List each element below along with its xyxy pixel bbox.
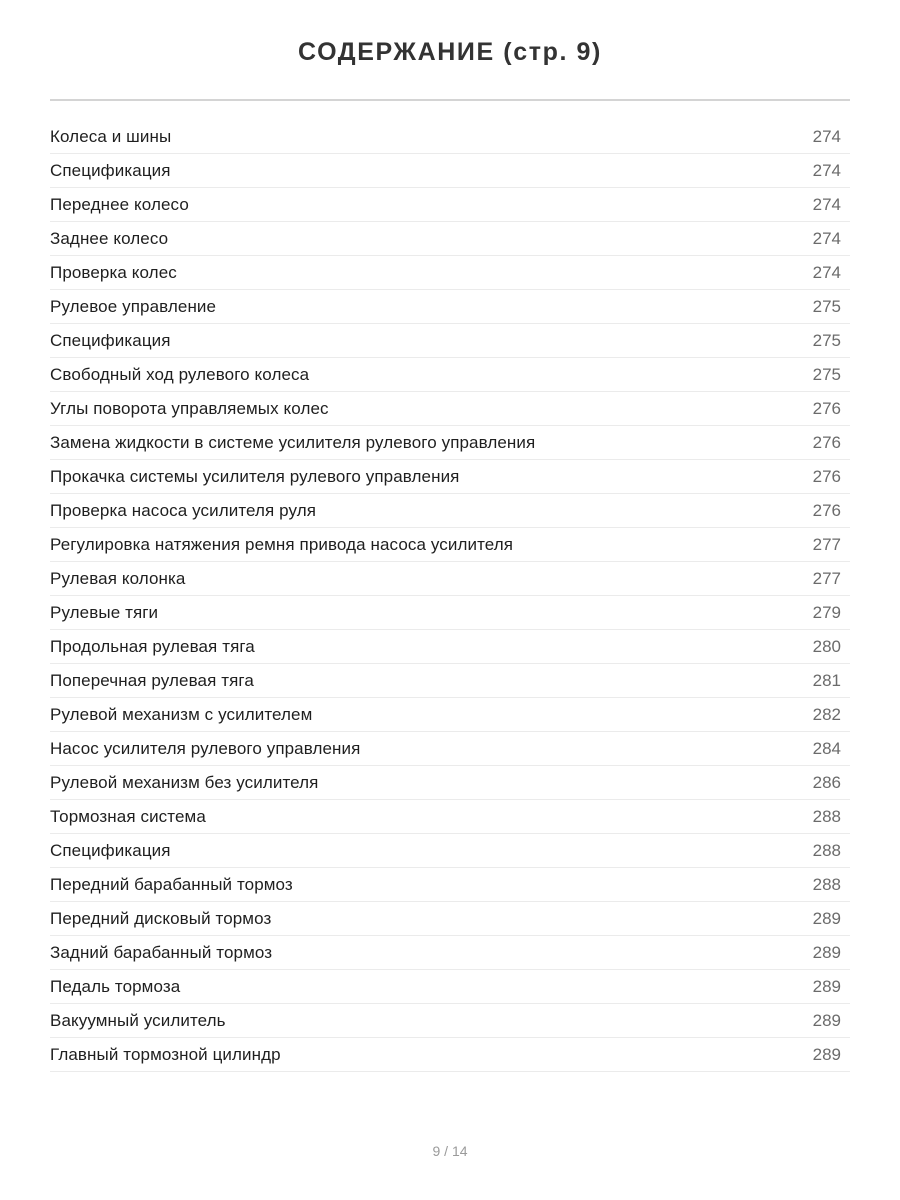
toc-entry-page-number: 276: [812, 432, 841, 452]
toc-entry-page-number: 281: [812, 670, 841, 690]
toc-entry-title: Регулировка натяжения ремня привода насоса усилителя: [50, 534, 514, 554]
toc-entry-page-number: 274: [812, 262, 841, 282]
toc-entry-title: Прокачка системы усилителя рулевого управления: [50, 466, 460, 486]
toc-entry-title: Насос усилителя рулевого управления: [50, 738, 361, 758]
toc-entry[interactable]: [50, 664, 850, 698]
toc-entry-page-number: 274: [812, 194, 841, 214]
toc-entry[interactable]: [50, 120, 850, 154]
toc-entry[interactable]: [50, 392, 850, 426]
toc-entry[interactable]: [50, 766, 850, 800]
toc-entry-page-number: 289: [812, 1010, 841, 1030]
toc-entry-title: Проверка насоса усилителя руля: [50, 500, 317, 520]
toc-entry-page-number: 277: [812, 568, 841, 588]
toc-entry-title: Вакуумный усилитель: [50, 1010, 226, 1030]
toc-entry-title: Рулевой механизм без усилителя: [50, 772, 319, 792]
toc-entry[interactable]: [50, 188, 850, 222]
toc-list: [50, 120, 850, 1072]
toc-entry[interactable]: [50, 528, 850, 562]
toc-entry-title: Задний барабанный тормоз: [50, 942, 273, 962]
toc-entry-title: Спецификация: [50, 160, 171, 180]
toc-entry[interactable]: [50, 936, 850, 970]
toc-entry-title: Переднее колесо: [50, 194, 189, 214]
toc-entry-page-number: 280: [812, 636, 841, 656]
toc-entry-title: Спецификация: [50, 330, 171, 350]
title-divider: [50, 99, 850, 101]
toc-entry[interactable]: [50, 460, 850, 494]
toc-entry[interactable]: [50, 698, 850, 732]
toc-entry-title: Педаль тормоза: [50, 976, 181, 996]
toc-entry-page-number: 288: [812, 840, 841, 860]
toc-entry-title: Продольная рулевая тяга: [50, 636, 255, 656]
toc-entry-title: Рулевые тяги: [50, 602, 159, 622]
toc-entry[interactable]: [50, 630, 850, 664]
toc-entry[interactable]: [50, 834, 850, 868]
toc-entry-page-number: 288: [812, 874, 841, 894]
toc-entry[interactable]: [50, 596, 850, 630]
toc-entry[interactable]: [50, 800, 850, 834]
toc-entry[interactable]: [50, 222, 850, 256]
toc-entry-title: Спецификация: [50, 840, 171, 860]
toc-entry-page-number: 286: [812, 772, 841, 792]
toc-entry-page-number: 284: [812, 738, 841, 758]
toc-entry-title: Углы поворота управляемых колес: [50, 398, 329, 418]
toc-entry[interactable]: [50, 154, 850, 188]
toc-entry-page-number: 289: [812, 976, 841, 996]
toc-entry-title: Замена жидкости в системе усилителя рулевого управления: [50, 432, 536, 452]
toc-entry-title: Передний барабанный тормоз: [50, 874, 293, 894]
toc-entry[interactable]: [50, 256, 850, 290]
toc-entry-title: Рулевое управление: [50, 296, 217, 316]
toc-entry[interactable]: [50, 970, 850, 1004]
toc-entry[interactable]: [50, 324, 850, 358]
toc-entry-page-number: 276: [812, 466, 841, 486]
toc-entry-page-number: 276: [812, 398, 841, 418]
toc-entry[interactable]: [50, 358, 850, 392]
toc-entry-page-number: 288: [812, 806, 841, 826]
toc-entry-title: Рулевая колонка: [50, 568, 186, 588]
toc-entry-page-number: 275: [812, 330, 841, 350]
page-title: СОДЕРЖАНИЕ (стр. 9): [298, 38, 602, 66]
toc-entry-page-number: 274: [812, 126, 841, 146]
toc-entry[interactable]: [50, 494, 850, 528]
toc-entry-page-number: 289: [812, 908, 841, 928]
toc-entry[interactable]: [50, 868, 850, 902]
toc-entry-page-number: 289: [812, 1044, 841, 1064]
toc-entry-title: Главный тормозной цилиндр: [50, 1044, 281, 1064]
toc-entry-page-number: 276: [812, 500, 841, 520]
toc-entry-title: Тормозная система: [50, 806, 206, 826]
toc-entry[interactable]: [50, 426, 850, 460]
toc-entry-page-number: 275: [812, 296, 841, 316]
toc-entry[interactable]: [50, 562, 850, 596]
toc-entry[interactable]: [50, 732, 850, 766]
toc-entry-title: Заднее колесо: [50, 228, 169, 248]
toc-entry-page-number: 274: [812, 228, 841, 248]
toc-entry-title: Поперечная рулевая тяга: [50, 670, 254, 690]
toc-entry-page-number: 277: [812, 534, 841, 554]
page-number: 9 / 14: [432, 1143, 468, 1159]
toc-entry-page-number: 279: [812, 602, 841, 622]
toc-entry-page-number: 275: [812, 364, 841, 384]
toc-entry-page-number: 289: [812, 942, 841, 962]
toc-entry-title: Свободный ход рулевого колеса: [50, 364, 310, 384]
toc-entry[interactable]: [50, 902, 850, 936]
toc-entry-title: Колеса и шины: [50, 126, 172, 146]
toc-entry-page-number: 282: [812, 704, 841, 724]
toc-entry-title: Проверка колес: [50, 262, 177, 282]
toc-entry-page-number: 274: [812, 160, 841, 180]
toc-entry[interactable]: [50, 1004, 850, 1038]
toc-entry-title: Передний дисковый тормоз: [50, 908, 272, 928]
toc-entry[interactable]: [50, 1038, 850, 1072]
toc-entry[interactable]: [50, 290, 850, 324]
toc-entry-title: Рулевой механизм с усилителем: [50, 704, 313, 724]
